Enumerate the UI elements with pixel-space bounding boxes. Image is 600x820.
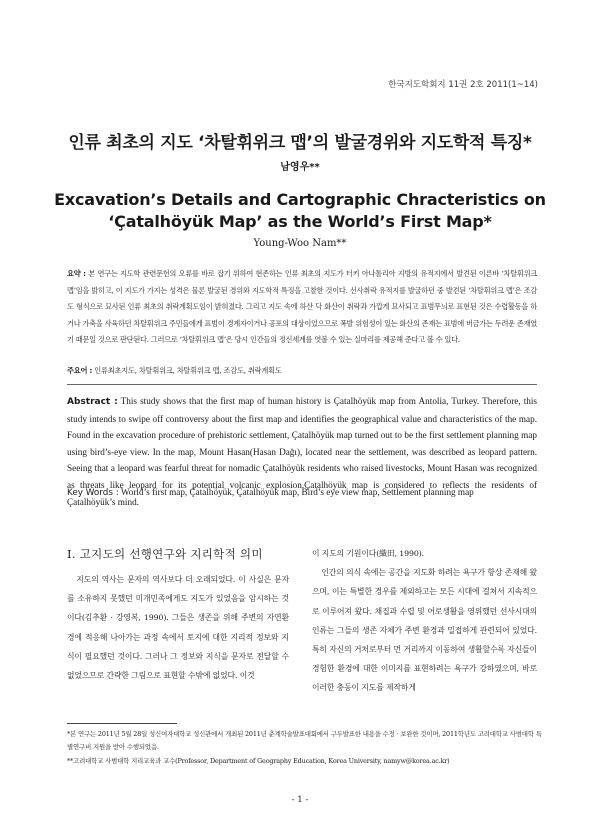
title-english-line2: ‘Çatalhöyük Map’ as the World’s First Map* [108, 212, 492, 231]
title-korean: 인류 최초의 지도 ‘차탈휘위크 맵’의 발굴경위와 지도학적 특징* [68, 133, 532, 153]
keywords-english [67, 487, 547, 498]
abstract-english-text: This study shows that the first map of human history is Çatalhöyük map from Antolia, Turkey. Therefore, this study intends to swipe off controversy about the first map and identifies the geographical value and characteristics of the map. Found in the excavation procedure of prehistoric settlement, Çatalhöyük map turned out to be the first settlement planning map using bird’s-eye view. In the map, Mount Hasan(Hasan Dağı), located near the settlement, was described as leopard pattern. Seeing that a leopard was fearful threat for nomadic Çatalhöyük residents who raised livestocks, Mount Hasan was recognized as threats like leopard for its potential volcanic explosion.Çatalhöyük map is considered to reflects the residents of Çatalhöyük’s mind. [67, 396, 538, 507]
keywords-english-label: Key Words : [67, 488, 119, 498]
abstract-korean-label: 요약 : [67, 269, 86, 278]
author-korean: 남영우** [280, 162, 320, 173]
footnote-2: **고려대학교 사범대학 지리교육과 교수(Professor, Department of Geography Education, Korea University, namyw@korea.ac.kr) [67, 757, 450, 765]
divider [67, 384, 537, 385]
title-english-line1: Excavation’s Details and Cartographic Chracteristics on [54, 190, 546, 209]
body-paragraph: 이 지도의 기원이다(織田, 1990). [312, 549, 425, 558]
abstract-korean [67, 266, 537, 349]
footnote-1: *본 연구는 2011년 5월 28일 성신여자대학교 성신관에서 개최된 2011년 춘계학술발표대회에서 구두발표한 내용을 수정 · 보완한 것이며, 2011학년도 고려대학교 사범대학 특별연구비 지원을 받아 수행되었음. [67, 730, 542, 751]
title-english [40, 189, 560, 233]
keywords-korean-text: 인류최초지도, 차탈휘위크, 차탈휘위크 맵, 조감도, 취락계획도 [92, 366, 282, 375]
keywords-english-text: World’s first map, Çatalhöyük, Çatalhöyük map, Bird’s eye view map, Settlement planning map [118, 487, 474, 497]
journal-header: 한국지도학회지 11권 2호 2011(1~14) [388, 80, 538, 90]
body-paragraph: 인간의 의식 속에는 공간을 지도화 하려는 욕구가 항상 존재해 왔으며, 이는 특별한 경우를 제외하고는 모든 시대에 걸쳐서 지속적으로 이루어져 왔다. 채집과 수렵 및 어로생활을 영위했던 선사시대의 인류는 그들의 생존 자체가 주변 환경과 밀접하게 관련되어 있었다. 특히 자신의 거처로부터 먼 거리까지 이동하여 생활할수록 자신들이 경험한 환경에 대한 이미지를 표현하려는 욕구가 강하였으며, 바로 이러한 충동이 지도를 제작하게 [312, 568, 537, 693]
body-paragraph: 지도의 역사는 문자의 역사보다 더 오래되었다. 이 사실은 문자를 소유하지 못했던 미개민족에게도 지도가 있었음을 암시하는 것이다(김추환 · 강영복, 1990). 그들은 생존을 위해 주변의 자연환경에 적응해 나아가는 과정 속에서 토지에 대한 지리적 정보와 지식이 필요했던 것이다. 그러나 그 정보와 지식을 문자로 전달할 수 없었으므로 간략한 그림으로 표현할 수밖에 없었다. 이것 [67, 575, 289, 681]
body-column-left [67, 570, 289, 685]
keywords-korean [67, 366, 537, 376]
abstract-english-label: Abstract : [67, 397, 118, 407]
footnote-divider [67, 723, 177, 724]
body-column-right [312, 544, 537, 698]
page-number: - 1 - [291, 795, 309, 805]
author-english: Young-Woo Nam** [253, 238, 347, 249]
section-heading: I. 고지도의 선행연구와 지리학적 의미 [67, 547, 263, 561]
keywords-korean-label: 주요어 : [67, 366, 93, 375]
abstract-korean-text: 본 연구는 지도학 관련문헌의 오류를 바로 잡기 위하여 현존하는 인류 최초의 지도가 터키 아나톨리아 지방의 유적지에서 발견된 이른바 ‘차탈휘위크 맵’임을 밝히고, 이 지도가 가지는 성격은 물론 발굴된 경위와 지도학적 특징을 고찰한 것이다. 선사취락 유적지를 발굴하던 중 발견된 ‘차탈휘위크 맵’은 조감도 형식으로 묘사된 인류 최초의 취락계획도임이 밝혀졌다. 그리고 지도 속에 하산 닥 화산이 취락과 가깝게 묘사되고 표범무늬로 표현된 것은 수렵활동을 하거나 가축을 사육하던 차탈휘위크 주민들에게 표범이 경계자이거나 공포의 대상이었으므로 폭발 위험성이 있는 화산의 존재는 표범에 버금가는 두려운 존재였기 때문일 것으로 판단된다. 그러므로 ‘차탈휘위크 맵’은 당시 인간들의 정신세계를 엿볼 수 있는 실마리를 제공해 준다고 볼 수 있다. [67, 269, 538, 345]
